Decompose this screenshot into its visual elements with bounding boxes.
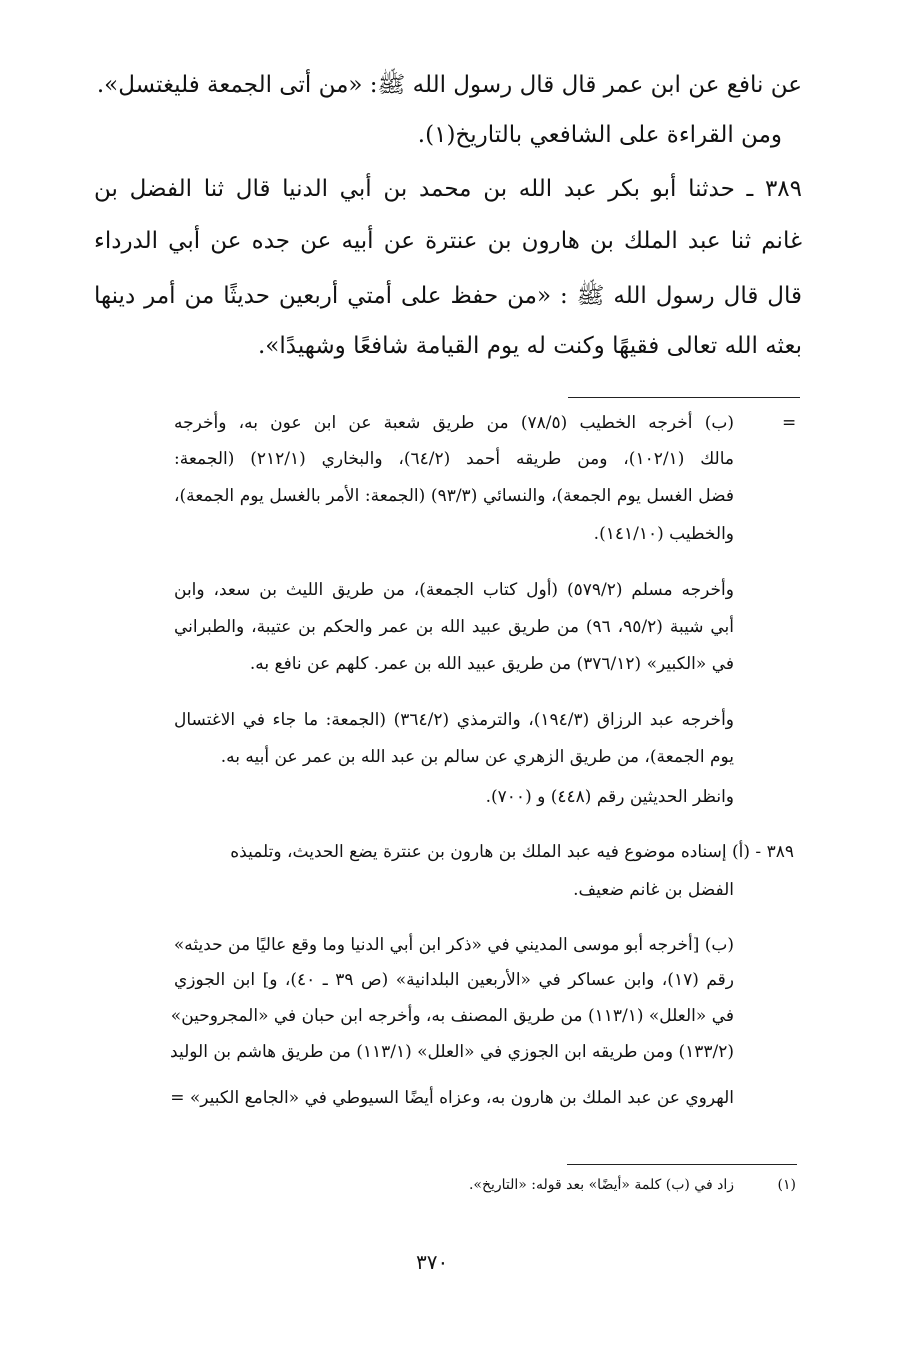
note-line-16: (١٣٣/٢) ومن طريقه ابن الجوزي في «العلل» (١١٣/١) من طريق هاشم بن الوليد <box>170 1042 734 1062</box>
main-line-3: ٣٨٩ ـ حدثنا أبو بكر عبد الله بن محمد بن أبي الدنيا قال ثنا الفضل بن <box>94 176 802 202</box>
note-line-7: في «الكبير» (٣٧٦/١٢) من طريق عبيد الله بن عمر. كلهم عن نافع به. <box>249 654 734 674</box>
note-line-8: وأخرجه عبد الرزاق (١٩٤/٣)، والترمذي (٣٦٤/٢) (الجمعة: ما جاء في الاغتسال <box>174 710 734 730</box>
note-line-11: ٣٨٩ - (أ) إسناده موضوع فيه عبد الملك بن هارون بن عنترة يضع الحديث، وتلميذه <box>230 842 794 862</box>
main-line-2: ومن القراءة على الشافعي بالتاريخ(١). <box>417 122 782 148</box>
footnote-separator <box>567 1164 797 1165</box>
page-number: ٣٧٠ <box>416 1250 449 1274</box>
note-line-17: الهروي عن عبد الملك بن هارون به، وعزاه أيضًا السيوطي في «الجامع الكبير» = <box>170 1088 734 1108</box>
note-line-13: (ب) [أخرجه أبو موسى المديني في «ذكر ابن أبي الدنيا وما وقع عاليًا من حديثه» <box>173 935 734 955</box>
note-line-1: (ب) أخرجه الخطيب (٧٨/٥) من طريق شعبة عن ابن عون به، وأخرجه <box>174 413 734 433</box>
note-line-3: فضل الغسل يوم الجمعة)، والنسائي (٩٣/٣) (الجمعة: الأمر بالغسل يوم الجمعة)، <box>174 486 734 506</box>
note-line-4: والخطيب (١٤١/١٠). <box>593 524 734 544</box>
footnote-number: (١) <box>777 1177 796 1193</box>
note-line-2: مالك (١٠٢/١)، ومن طريقه أحمد (٦٤/٢)، والبخاري (٢١٢/١) (الجمعة: <box>174 449 734 469</box>
note-line-14: رقم (١٧)، وابن عساكر في «الأربعين البلدانية» (ص ٣٩ ـ ٤٠)، و] ابن الجوزي <box>174 970 734 990</box>
main-line-5: قال قال رسول الله ﷺ : «من حفظ على أمتي أربعين حديثًا من أمر دينها <box>94 283 802 309</box>
note-line-10: وانظر الحديثين رقم (٤٤٨) و (٧٠٠). <box>485 787 734 807</box>
note-line-9: يوم الجمعة)، من طريق الزهري عن سالم بن عبد الله بن عمر عن أبيه به. <box>220 747 734 767</box>
note-line-6: أبي شيبة (٩٥/٢، ٩٦) من طريق عبيد الله بن عمر والحكم بن عتيبة، والطبراني <box>174 617 734 637</box>
note-line-15: في «العلل» (١١٣/١) من طريق المصنف به، وأخرجه ابن حبان في «المجروحين» <box>170 1006 734 1026</box>
note-line-5: وأخرجه مسلم (٥٧٩/٢) (أول كتاب الجمعة)، من طريق الليث بن سعد، وابن <box>174 580 734 600</box>
main-line-1: عن نافع عن ابن عمر قال قال رسول الله ﷺ: «من أتى الجمعة فليغتسل». <box>96 72 802 98</box>
notes-separator <box>568 397 800 398</box>
footnote-text: زاد في (ب) كلمة «أيضًا» بعد قوله: «التاريخ». <box>468 1177 734 1193</box>
main-line-6: بعثه الله تعالى فقيهًا وكنت له يوم القيامة شافعًا وشهيدًا». <box>258 333 802 359</box>
note-line-12: الفضل بن غانم ضعيف. <box>573 880 734 900</box>
continuation-mark: = <box>782 413 797 433</box>
main-line-4: غانم ثنا عبد الملك بن هارون بن عنترة عن أبيه عن جده عن أبي الدرداء <box>94 228 802 254</box>
